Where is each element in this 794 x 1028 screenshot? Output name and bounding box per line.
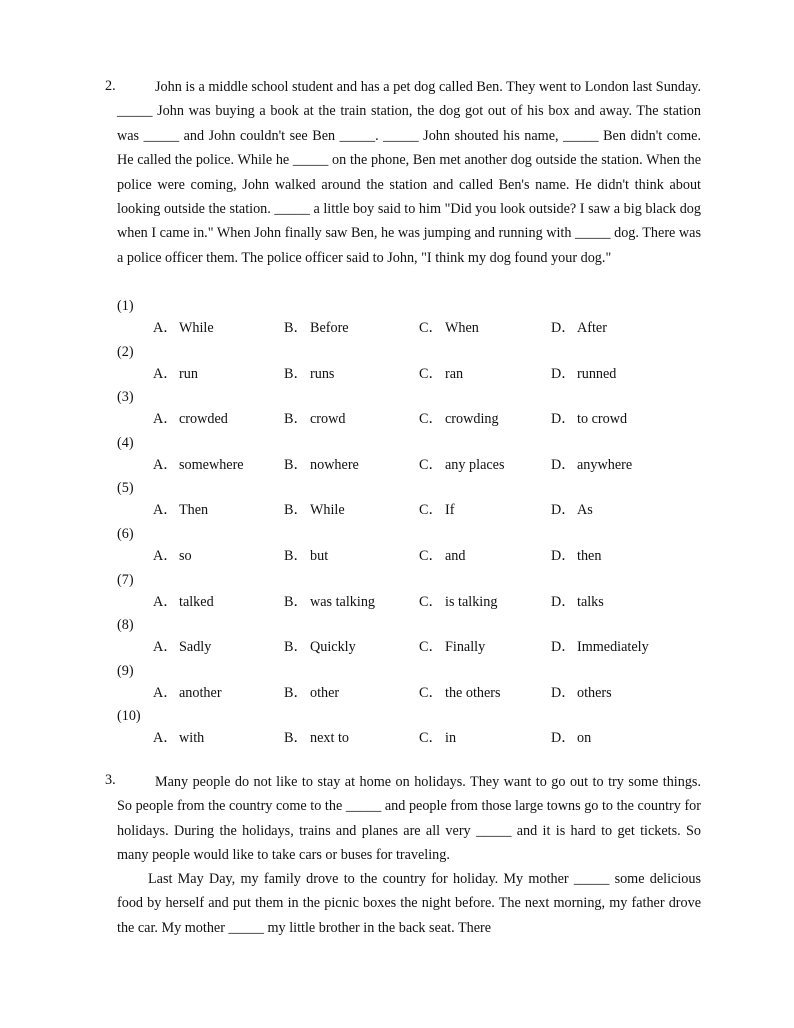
option-text: then: [577, 547, 602, 564]
option-letter: B．: [284, 593, 308, 610]
option-letter: A．: [153, 411, 178, 428]
option-a[interactable]: [153, 591, 214, 613]
option-d[interactable]: [551, 408, 627, 430]
option-text: next to: [310, 730, 350, 747]
question-item: [117, 705, 717, 751]
option-letter: A．: [153, 365, 178, 382]
option-letter: C．: [419, 730, 443, 747]
option-text: talks: [577, 593, 604, 610]
question-item: [117, 523, 717, 569]
option-letter: C．: [419, 684, 443, 701]
option-letter: A．: [153, 730, 178, 747]
option-text: and: [445, 547, 466, 564]
option-row: [153, 499, 713, 521]
option-text: Quickly: [310, 639, 356, 656]
option-c[interactable]: [419, 317, 479, 339]
option-d[interactable]: [551, 545, 601, 567]
option-letter: D．: [551, 547, 576, 564]
question-2-passage-text: John is a middle school student and has a pet dog called Ben. They went to London last Sunday. _____ John was buying a book at the train station, the dog got out of his box and away. The station was _____ and John couldn't see Ben _____. _____ John shouted his name, _____ Ben didn't come. He called the police. While he _____ on the phone, Ben met another dog outside the station. When the police were coming, John walked around the station and called Ben's name. He didn't think about looking outside the station. _____ a little boy said to him "Did you look outside? I saw a big black dog when I came in." When John finally saw Ben, he was jumping and running with _____ dog. There was a police officer them. The police officer said to John, "I think my dog found your dog.": [117, 79, 701, 266]
option-text: any places: [445, 456, 505, 473]
option-b[interactable]: [284, 636, 356, 658]
option-d[interactable]: [551, 682, 612, 704]
option-row: [153, 408, 713, 430]
option-text: When: [445, 320, 479, 336]
option-text: As: [577, 502, 593, 519]
item-number: (7): [117, 571, 134, 588]
option-text: While: [310, 502, 345, 519]
option-a[interactable]: [153, 636, 211, 658]
option-text: is talking: [445, 593, 498, 610]
option-text: in: [445, 730, 457, 747]
question-item: [117, 295, 717, 341]
option-b[interactable]: [284, 363, 334, 385]
option-letter: C．: [419, 320, 443, 336]
option-d[interactable]: [551, 454, 632, 476]
question-3-number: 3.: [105, 772, 116, 788]
question-3-paragraph-2-text: Last May Day, my family drove to the country for holiday. My mother _____ some delicious food by herself and put them in the picnic boxes the night before. The next morning, my father drove the car. My mother _____ my little brother in the back seat. There: [117, 871, 701, 936]
option-b[interactable]: [284, 499, 345, 521]
option-row: [153, 591, 713, 613]
option-b[interactable]: [284, 317, 349, 339]
question-item: [117, 386, 717, 432]
option-text: While: [179, 320, 214, 336]
option-letter: C．: [419, 411, 443, 428]
option-letter: B．: [284, 320, 308, 336]
option-text: nowhere: [310, 456, 359, 473]
item-number: (10): [117, 708, 141, 725]
option-letter: D．: [551, 684, 576, 701]
option-row: [153, 454, 713, 476]
option-row: [153, 727, 713, 749]
option-row: [153, 636, 713, 658]
option-a[interactable]: [153, 363, 198, 385]
option-c[interactable]: [419, 727, 456, 749]
option-letter: C．: [419, 593, 443, 610]
option-text: talked: [179, 593, 214, 610]
option-a[interactable]: [153, 682, 222, 704]
option-a[interactable]: [153, 408, 228, 430]
item-number: (5): [117, 480, 134, 497]
question-2-passage: [117, 75, 701, 270]
option-text: crowd: [310, 411, 346, 428]
option-letter: A．: [153, 320, 178, 336]
option-b[interactable]: [284, 591, 375, 613]
option-letter: D．: [551, 730, 576, 747]
option-text: After: [577, 320, 607, 336]
item-number: (9): [117, 662, 134, 679]
option-row: [153, 317, 713, 339]
question-3-paragraph-1-text: Many people do not like to stay at home on holidays. They want to go out to try some things. So people from the country come to the _____ and people from those large towns go to the country for holidays. During the holidays, trains and planes are all very _____ and it is hard to get tickets. So many people would like to take cars or buses for traveling.: [117, 774, 701, 864]
option-text: another: [179, 684, 222, 701]
option-c[interactable]: [419, 499, 454, 521]
question-item: [117, 569, 717, 615]
question-3-paragraph-2: [117, 867, 701, 940]
option-text: others: [577, 684, 612, 701]
option-b[interactable]: [284, 454, 359, 476]
option-letter: B．: [284, 456, 308, 473]
option-a[interactable]: [153, 317, 214, 339]
option-c[interactable]: [419, 408, 499, 430]
option-b[interactable]: [284, 682, 339, 704]
option-text: the others: [445, 684, 501, 701]
option-letter: C．: [419, 639, 443, 656]
option-text: was talking: [310, 593, 376, 610]
option-text: to crowd: [577, 411, 628, 428]
option-text: so: [179, 547, 192, 564]
question-item: [117, 341, 717, 387]
option-a[interactable]: [153, 499, 208, 521]
option-text: with: [179, 730, 205, 747]
option-letter: D．: [551, 593, 576, 610]
option-c[interactable]: [419, 591, 497, 613]
option-row: [153, 363, 713, 385]
option-text: If: [445, 502, 455, 519]
question-2-number: 2.: [105, 78, 116, 94]
question-2-options: [117, 295, 717, 751]
question-item: [117, 614, 717, 660]
option-letter: A．: [153, 502, 178, 519]
option-letter: D．: [551, 456, 576, 473]
option-letter: C．: [419, 456, 443, 473]
option-letter: A．: [153, 639, 178, 656]
option-text: runs: [310, 365, 335, 382]
option-letter: D．: [551, 502, 576, 519]
option-text: somewhere: [179, 456, 244, 473]
option-letter: A．: [153, 684, 178, 701]
item-number: (2): [117, 343, 134, 360]
option-text: Immediately: [577, 639, 649, 656]
option-b[interactable]: [284, 727, 349, 749]
option-text: but: [310, 547, 329, 564]
option-letter: C．: [419, 365, 443, 382]
option-letter: B．: [284, 730, 308, 747]
option-b[interactable]: [284, 408, 345, 430]
option-c[interactable]: [419, 682, 501, 704]
option-text: runned: [577, 365, 617, 382]
option-a[interactable]: [153, 454, 244, 476]
option-letter: D．: [551, 639, 576, 656]
option-letter: B．: [284, 684, 308, 701]
option-letter: D．: [551, 320, 576, 336]
item-number: (1): [117, 298, 134, 314]
option-letter: B．: [284, 639, 308, 656]
option-letter: B．: [284, 365, 308, 382]
item-number: (3): [117, 389, 134, 406]
option-text: ran: [445, 365, 464, 382]
item-number: (8): [117, 617, 134, 634]
option-text: on: [577, 730, 592, 747]
option-d[interactable]: [551, 591, 604, 613]
item-number: (6): [117, 525, 134, 542]
option-letter: C．: [419, 547, 443, 564]
option-c[interactable]: [419, 636, 485, 658]
option-c[interactable]: [419, 545, 466, 567]
option-d[interactable]: [551, 636, 649, 658]
option-text: Sadly: [179, 639, 212, 656]
option-a[interactable]: [153, 545, 192, 567]
option-letter: B．: [284, 411, 308, 428]
option-d[interactable]: [551, 363, 616, 385]
option-text: run: [179, 365, 198, 382]
question-item: [117, 432, 717, 478]
option-d[interactable]: [551, 317, 607, 339]
option-row: [153, 682, 713, 704]
option-text: Then: [179, 502, 209, 519]
option-letter: A．: [153, 547, 178, 564]
option-letter: B．: [284, 502, 308, 519]
option-text: crowding: [445, 411, 499, 428]
option-letter: A．: [153, 456, 178, 473]
option-d[interactable]: [551, 727, 591, 749]
question-item: [117, 477, 717, 523]
option-letter: B．: [284, 547, 308, 564]
option-text: crowded: [179, 411, 228, 428]
option-letter: A．: [153, 593, 178, 610]
option-d[interactable]: [551, 499, 593, 521]
option-c[interactable]: [419, 454, 504, 476]
option-text: Before: [310, 320, 349, 336]
option-c[interactable]: [419, 363, 463, 385]
option-letter: D．: [551, 411, 576, 428]
item-number: (4): [117, 434, 134, 451]
option-row: [153, 545, 713, 567]
option-text: anywhere: [577, 456, 633, 473]
option-text: other: [310, 684, 340, 701]
option-text: Finally: [445, 639, 486, 656]
question-3-paragraph-1: [117, 770, 701, 868]
option-letter: C．: [419, 502, 443, 519]
option-letter: D．: [551, 365, 576, 382]
option-b[interactable]: [284, 545, 328, 567]
question-item: [117, 660, 717, 706]
option-a[interactable]: [153, 727, 204, 749]
